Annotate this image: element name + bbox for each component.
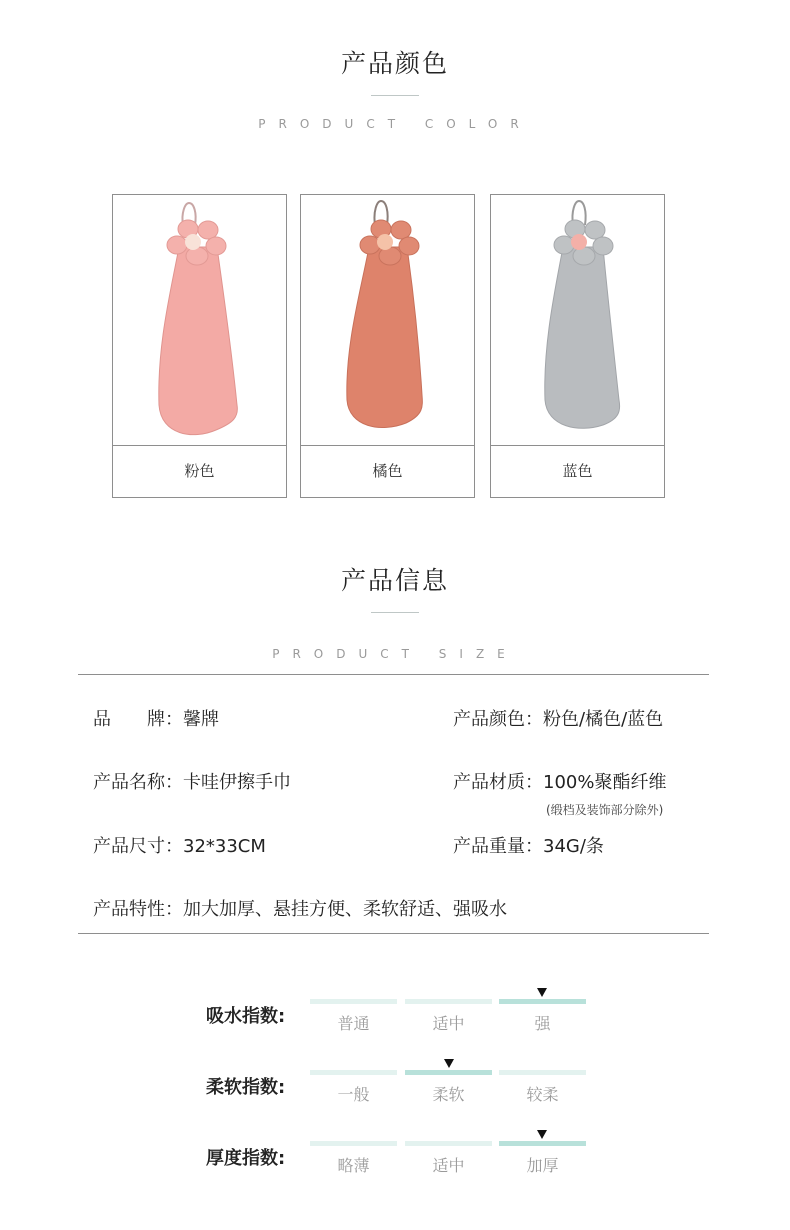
material-note: (缎档及装饰部分除外): [546, 803, 664, 817]
size-label: 产品尺寸：: [93, 836, 183, 857]
index-label-softness: 柔软指数:: [206, 1077, 286, 1098]
material-row: [453, 768, 666, 794]
feature-value: 加大加厚、悬挂方便、柔软舒适、强吸水: [183, 899, 507, 920]
section-subtitle-info: PRODUCT SIZE: [272, 647, 518, 661]
selected-marker-icon: [537, 1130, 547, 1139]
selected-marker-icon: [537, 988, 547, 997]
size-value: 32*33CM: [183, 836, 266, 857]
index-label-thickness: 厚度指数:: [206, 1148, 286, 1169]
index-bar: [310, 1070, 397, 1075]
material-value: 100%聚酯纤维: [543, 772, 667, 793]
weight-value: 34G/条: [543, 836, 604, 857]
brand-row: [93, 705, 219, 731]
index-level: 柔软: [432, 1085, 465, 1104]
section-title-color: 产品颜色: [340, 49, 449, 78]
name-row: [93, 768, 291, 794]
color-value: 粉色/橘色/蓝色: [543, 709, 664, 730]
info-top-divider: [78, 674, 709, 675]
index-bar: [499, 999, 586, 1004]
index-bar: [405, 999, 492, 1004]
product-label-blue: 蓝色: [562, 462, 593, 480]
title-divider: [371, 95, 419, 96]
product-card-orange[interactable]: [300, 194, 475, 498]
title-divider: [371, 612, 419, 613]
index-level: 适中: [432, 1014, 465, 1033]
brand-label: 品 牌：: [93, 709, 183, 730]
product-label-pink: 粉色: [184, 462, 215, 480]
weight-row: [453, 832, 604, 858]
index-bar: [310, 999, 397, 1004]
feature-row: [93, 895, 507, 921]
material-label: 产品材质：: [453, 772, 543, 793]
index-bar: [405, 1141, 492, 1146]
towel-image-blue: [491, 195, 664, 446]
index-bar: [405, 1070, 492, 1075]
weight-label: 产品重量：: [453, 836, 543, 857]
product-label-orange: 橘色: [372, 462, 403, 480]
product-card-pink[interactable]: [112, 194, 287, 498]
name-value: 卡哇伊擦手巾: [183, 772, 291, 793]
index-bar: [499, 1070, 586, 1075]
index-level: 适中: [432, 1156, 465, 1175]
name-label: 产品名称：: [93, 772, 183, 793]
size-row: [93, 832, 266, 858]
towel-image-orange: [301, 195, 474, 446]
section-subtitle-color: PRODUCT COLOR: [258, 117, 532, 131]
index-level: 加厚: [526, 1156, 559, 1175]
selected-marker-icon: [444, 1059, 454, 1068]
brand-value: 馨牌: [183, 709, 219, 730]
index-level: 略薄: [337, 1156, 370, 1175]
index-label-absorb: 吸水指数:: [206, 1006, 286, 1027]
section-title-info: 产品信息: [340, 566, 449, 595]
towel-image-pink: [113, 195, 286, 446]
index-bar: [310, 1141, 397, 1146]
index-bar: [499, 1141, 586, 1146]
color-label: 产品颜色：: [453, 709, 543, 730]
index-level: 较柔: [526, 1085, 559, 1104]
index-level: 普通: [337, 1014, 370, 1033]
index-level: 强: [534, 1014, 551, 1033]
color-row: [453, 705, 663, 731]
product-card-blue[interactable]: [490, 194, 665, 498]
index-level: 一般: [337, 1085, 370, 1104]
feature-label: 产品特性：: [93, 899, 183, 920]
info-bottom-divider: [78, 933, 709, 934]
